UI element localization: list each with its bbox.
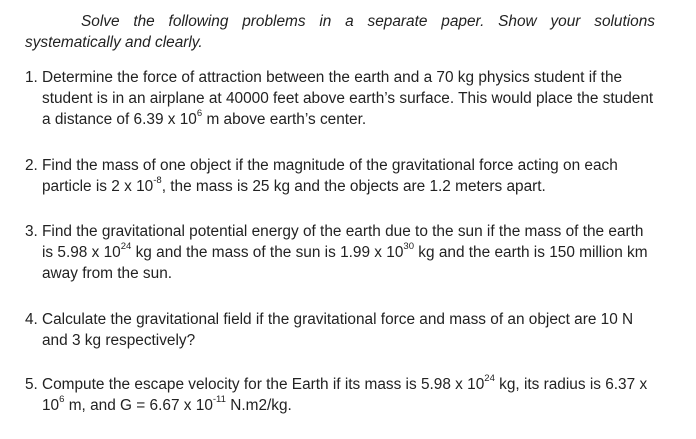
problem-text	[42, 155, 655, 197]
instructions-text: Solve the following problems in a separate paper. Show your solutions systematically and clearly.	[25, 13, 655, 51]
exponent: -11	[212, 393, 226, 405]
exponent: -8	[153, 174, 162, 186]
exponent: 6	[59, 393, 65, 405]
exponent: 6	[196, 107, 203, 119]
problem-4	[25, 309, 655, 351]
problem-text-part: kg and the earth is 150 million km away from the sun.	[42, 244, 648, 282]
problem-text	[42, 309, 655, 351]
problem-text-part: kg and the mass of the sun is 1.99 x 10	[131, 244, 404, 261]
problem-text-part: Find the gravitational potential energy of the earth due to the sun if the mass of the earth is 5.98 x 10	[42, 223, 644, 261]
problem-number: 3.	[25, 223, 38, 240]
problem-1	[25, 67, 655, 130]
problem-text-part: Determine the force of attraction between the earth and a 70 kg physics student if the student is in an airplane at 40000 feet above earth’s surface. This would place the student a distance of 6.39 x 10	[42, 69, 654, 128]
problem-number: 1.	[25, 69, 38, 86]
problem-text-part: Calculate the gravitational field if the gravitational force and mass of an object are 10 N and 3 kg respectively?	[42, 311, 634, 349]
exponent: 24	[120, 240, 132, 252]
problem-2	[25, 155, 655, 197]
problem-3	[25, 221, 655, 284]
exponent: 24	[484, 372, 495, 384]
problem-text-part: Compute the escape velocity for the Earth if its mass is 5.98 x 10	[42, 376, 485, 393]
problem-text-part: m above earth’s center.	[202, 111, 367, 128]
problem-text-part: kg, its radius is 6.37 x 10	[42, 376, 648, 414]
problem-number: 4.	[25, 311, 38, 328]
problem-text-part: Find the mass of one object if the magnitude of the gravitational force acting on each particle is 2 x 10	[42, 157, 618, 195]
problem-text	[42, 374, 655, 416]
problem-number: 2.	[25, 157, 38, 174]
problem-text	[42, 221, 655, 284]
problem-number: 5.	[25, 376, 38, 393]
problem-5	[25, 374, 655, 416]
exponent: 30	[403, 240, 415, 252]
problem-text-part: , the mass is 25 kg and the objects are 1.2 meters apart.	[161, 178, 546, 195]
problem-text	[42, 67, 655, 130]
problem-text-part: m, and G = 6.67 x 10	[64, 397, 213, 414]
problem-text-part: N.m2/kg.	[225, 397, 292, 414]
